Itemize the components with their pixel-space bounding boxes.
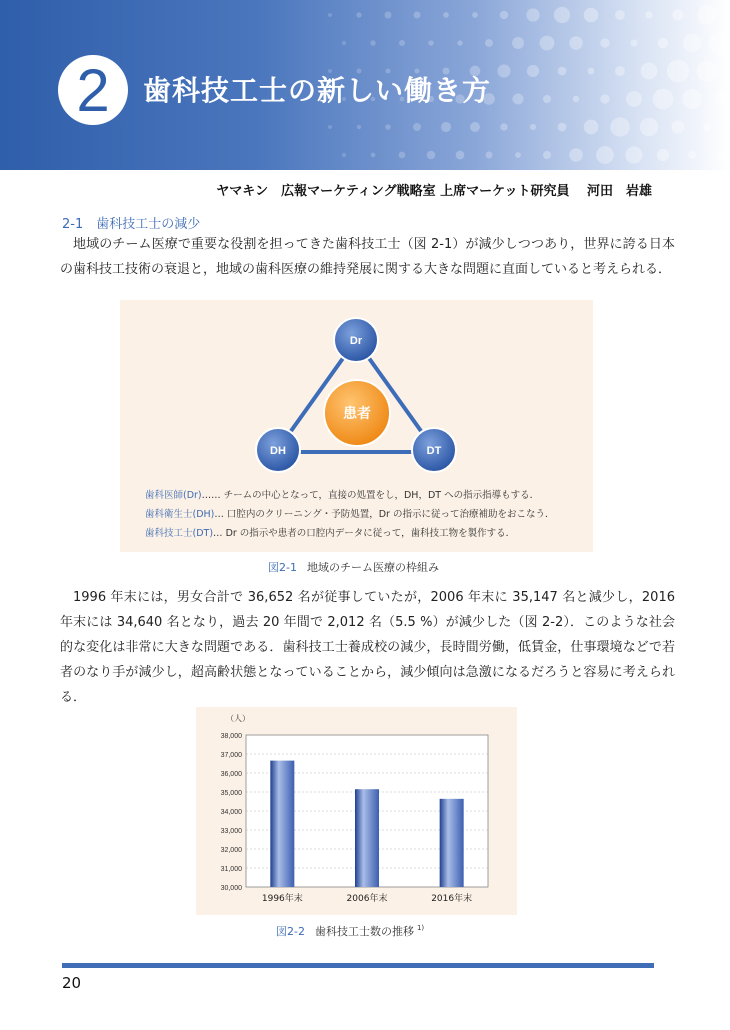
legend-sep: ……	[201, 490, 221, 501]
banner-dot	[428, 40, 433, 45]
banner-dot	[584, 8, 599, 23]
bar	[355, 789, 379, 887]
banner-dot	[714, 92, 728, 106]
y-axis-unit: （人）	[226, 714, 250, 723]
banner-dot	[615, 10, 625, 20]
banner-dot	[610, 117, 629, 136]
figure-1-caption	[268, 559, 439, 575]
banner-dot	[497, 64, 510, 77]
banner-dot	[342, 41, 346, 45]
paragraph-1	[60, 232, 675, 282]
banner-dot	[526, 8, 539, 21]
banner-dot	[688, 151, 696, 159]
chapter-banner	[0, 0, 730, 170]
banner-dot	[554, 7, 570, 23]
banner-dot	[645, 11, 652, 18]
legend-row-dt	[145, 524, 554, 543]
author-line: ヤマキン 広報マーケティング戦略室 上席マーケット研究員 河田 岩雄	[216, 184, 652, 199]
banner-dot	[657, 149, 669, 161]
paragraph-2	[60, 585, 675, 710]
y-tick-label: 34,000	[220, 809, 242, 816]
banner-dot	[443, 12, 449, 18]
banner-dot	[588, 68, 595, 75]
banner-dot	[512, 37, 524, 49]
banner-dot	[630, 39, 637, 46]
team-diagram	[120, 300, 593, 480]
banner-dot	[457, 40, 462, 45]
banner-dot	[573, 96, 579, 102]
banner-dot	[569, 36, 582, 49]
bar-chart	[196, 707, 517, 915]
banner-dot	[500, 11, 509, 20]
banner-dot	[584, 120, 599, 135]
banner-dot	[441, 122, 451, 132]
x-tick-label: 1996年末	[261, 894, 303, 904]
banner-dot	[658, 38, 669, 49]
banner-dot	[716, 150, 726, 160]
y-tick-label: 30,000	[220, 885, 242, 892]
legend-desc: チームの中心となって，直接の処置をし，DH，DT への指示指導もする．	[223, 490, 540, 501]
node-dr-label: Dr	[349, 335, 363, 347]
y-tick-label: 32,000	[220, 847, 242, 854]
legend-sep: …	[213, 528, 223, 539]
banner-dot	[530, 124, 536, 130]
banner-dot	[653, 89, 674, 110]
team-legend	[145, 486, 554, 543]
banner-dot	[543, 151, 551, 159]
page-number: 20	[62, 974, 82, 992]
banner-dot	[399, 152, 406, 159]
section-heading: 2-1 歯科技工士の減少	[62, 217, 201, 232]
banner-dot	[486, 152, 493, 159]
banner-dot	[328, 13, 332, 17]
figure-1-title: 地域のチーム医療の枠組み	[306, 561, 439, 574]
figure-2-reference: 1)	[416, 924, 425, 933]
legend-row-dh	[145, 505, 554, 524]
y-tick-label: 37,000	[220, 752, 242, 759]
x-tick-label: 2006年末	[346, 894, 388, 904]
figure-team-care	[120, 300, 593, 552]
banner-dot	[456, 151, 465, 160]
banner-dot	[540, 36, 555, 51]
banner-dot	[697, 5, 716, 24]
banner-dot	[569, 148, 582, 161]
y-tick-label: 35,000	[220, 790, 242, 797]
banner-dot	[709, 31, 730, 55]
banner-dot	[626, 91, 642, 107]
banner-dot	[640, 118, 659, 137]
y-tick-label: 38,000	[220, 733, 242, 740]
figure-2-caption	[276, 923, 424, 939]
banner-dot	[413, 11, 420, 18]
banner-dot	[485, 39, 493, 47]
banner-dot	[472, 12, 478, 18]
figure-2-title: 歯科技工士数の推移	[314, 925, 414, 938]
banner-dot	[615, 66, 625, 76]
node-dh-label: DH	[270, 445, 286, 457]
banner-dot	[703, 123, 711, 131]
y-tick-label: 33,000	[220, 828, 242, 835]
legend-sep: …	[214, 509, 224, 520]
banner-dot	[641, 63, 658, 80]
banner-dot	[370, 40, 375, 45]
legend-desc: 口腔内のクリーニング・予防処置，Dr の指示に従って治療補助をおこなう．	[226, 509, 555, 520]
legend-role: 歯科技工士(DT)	[145, 528, 214, 539]
banner-dot	[413, 123, 421, 131]
banner-dot	[600, 38, 609, 47]
banner-dot	[371, 153, 376, 158]
paragraph-1-text: 地域のチーム医療で重要な役割を担ってきた歯科技工士（図 2-1）が減少しつつあり，世界に誇る日本の歯科技工技術の衰退と，地域の歯科医療の維持発展に関する大きな問題に直面していると考えられる．	[60, 237, 675, 277]
x-tick-label: 2016年末	[431, 894, 473, 904]
banner-dot	[558, 123, 567, 132]
banner-dot	[672, 9, 683, 20]
banner-dot	[600, 94, 609, 103]
banner-dot	[543, 95, 551, 103]
banner-dot	[399, 40, 405, 46]
banner-dot	[357, 125, 361, 129]
banner-dot	[470, 122, 480, 132]
node-patient-label: 患者	[343, 406, 371, 422]
banner-dot	[427, 151, 436, 160]
banner-dot	[527, 65, 539, 77]
banner-dot	[667, 60, 689, 82]
banner-dot	[696, 60, 717, 81]
banner-dot	[512, 93, 523, 104]
legend-row-dr	[145, 486, 554, 505]
banner-dot	[558, 67, 567, 76]
banner-dot	[385, 12, 392, 19]
y-tick-label: 31,000	[220, 866, 242, 873]
banner-dot	[342, 153, 346, 157]
bar	[440, 799, 464, 887]
legend-role: 歯科衛生士(DH)	[145, 509, 215, 520]
chapter-title: 歯科技工士の新しい働き方	[143, 74, 492, 107]
footer-rule	[62, 963, 654, 968]
bar	[270, 761, 294, 887]
banner-dot	[356, 12, 361, 17]
banner-dot	[682, 89, 702, 109]
banner-dot	[385, 124, 391, 130]
banner-dot	[672, 121, 685, 134]
figure-1-number: 図2-1	[268, 561, 297, 574]
paragraph-2-text: 1996 年末には，男女合計で 36,652 名が従事していたが，2006 年末に 35,147 名と減少し，2016 年末には 34,640 名となり，過去 20 年間で 2,012 名（5.5 %）が減少した（図 2-2）．このような社会的な変化は非常に大きな問題である．歯科技工士養成校の減少，長時間労働，低賃金，仕事環境などで若者のなり手が減少し，超高齢状態となっていることから，減少傾向は急激になるだろうと容易に考えられる．	[60, 590, 675, 705]
figure-technician-chart	[196, 707, 517, 915]
chapter-number: 2	[58, 55, 128, 125]
legend-role: 歯科医師(Dr)	[145, 490, 202, 501]
banner-dot	[683, 34, 701, 52]
banner-dot	[328, 125, 332, 129]
legend-desc: Dr の指示や患者の口腔内データに従って，歯科技工物を製作する．	[225, 528, 516, 539]
y-tick-label: 36,000	[220, 771, 242, 778]
banner-dot	[625, 146, 642, 163]
banner-dot	[500, 123, 508, 131]
banner-dot	[596, 146, 614, 164]
figure-2-number: 図2-2	[276, 925, 305, 938]
banner-dot	[515, 152, 521, 158]
node-dt-label: DT	[426, 445, 442, 457]
